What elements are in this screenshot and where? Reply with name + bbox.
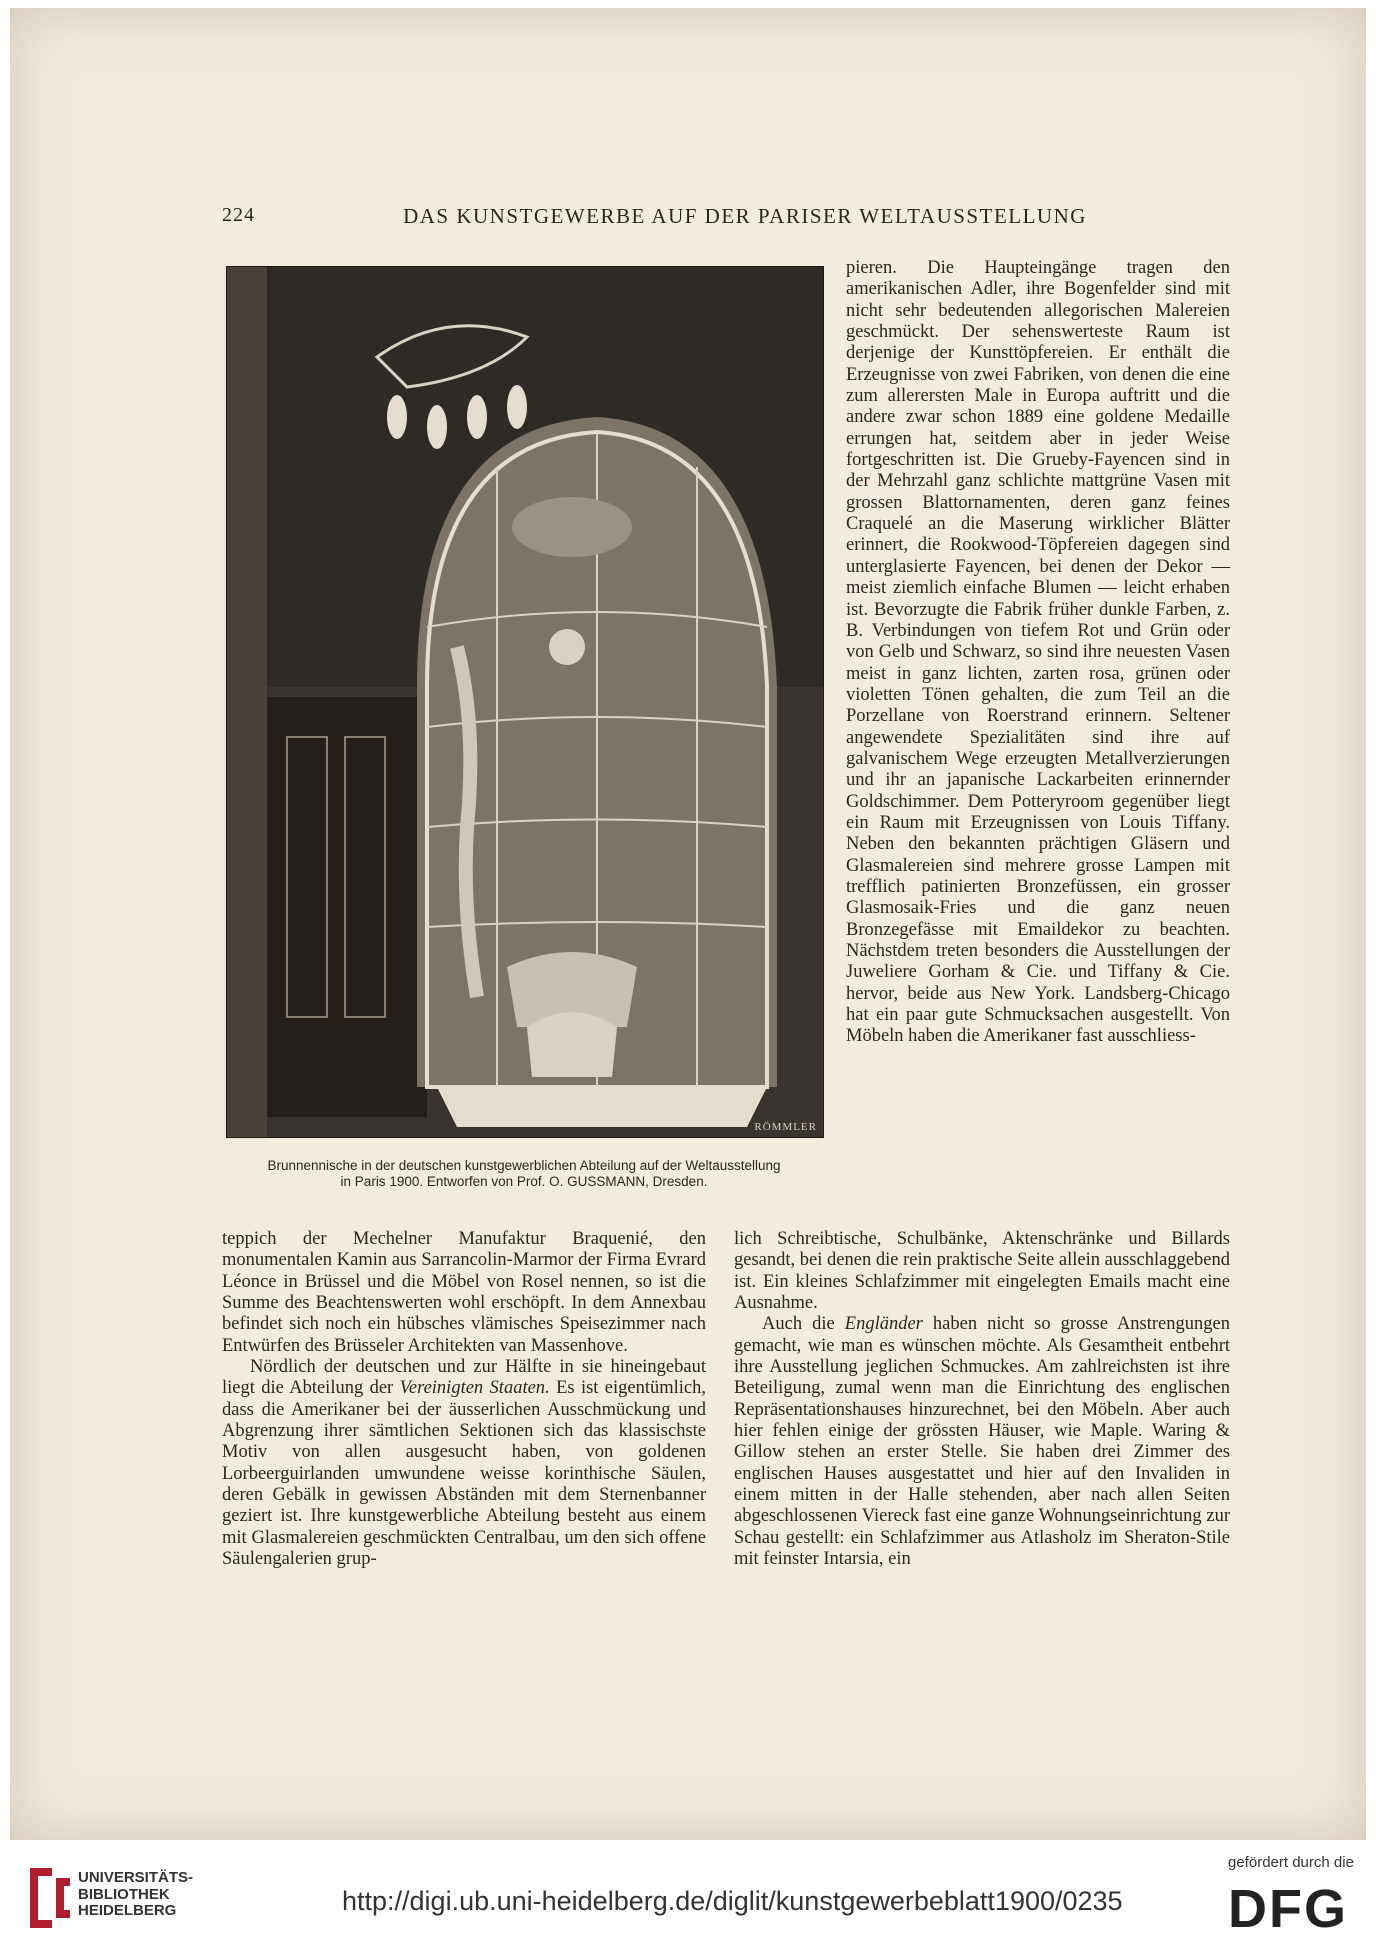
running-title: DAS KUNSTGEWERBE AUF DER PARISER WELTAUSSTELLUNG <box>403 204 1087 228</box>
fountain-niche-photograph <box>226 266 824 1138</box>
emphasis: Vereinigten Staaten. <box>399 1378 550 1399</box>
caption-line: in Paris 1900. Entworfen von Prof. O. GUSSMANN, Dresden. <box>340 1174 708 1189</box>
paragraph: lich Schreibtische, Schulbänke, Aktenschränke und Billards gesandt, bei denen die rein praktische Seite allein ausschlaggebend ist. Ein kleines Schlafzimmer mit eingelegten Emails macht eine Ausnahme. <box>734 1229 1230 1314</box>
scanned-page <box>10 8 1366 1840</box>
text-column-right-top <box>846 258 1230 1048</box>
source-url[interactable]: http://digi.ub.uni-heidelberg.de/diglit/kunstgewerbeblatt1900/0235 <box>342 1886 1123 1916</box>
page-header <box>222 204 1228 234</box>
digitization-footer <box>0 1840 1376 1954</box>
figure-caption <box>222 1158 826 1190</box>
library-name: UNIVERSITÄTS- BIBLIOTHEK HEIDELBERG <box>78 1869 194 1919</box>
emphasis: Engländer <box>844 1314 923 1335</box>
text-column-right <box>734 1229 1230 1571</box>
text-run: haben nicht so grosse Anstrengungen gemacht, wie man es wünschen möchte. Als Gesamtheit entbehrt ihre Ausstellung jeglichen Schmuckes. Am zahlreichsten ist ihre Beteiligung, zumal wenn man die Einrichtung des englischen Repräsentationshauses hinzurechnet, bei den Möbeln. Aber auch hier fehlen einige der grössten Häuser, wie Maple. Waring & Gillow stehen an erster Stelle. Sie haben drei Zimmer des englischen Hauses ausgestattet und hier auf den Invaliden in einem mitten in der Halle stehenden, aber nach allen Seiten abgeschlossenen Viereck fast eine ganze Wohnungseinrichtung zur Schau gestellt: ein Schlafzimmer aus Atlasholz im Sheraton-Stile mit feinster Intarsia, ein <box>734 1314 1230 1570</box>
paragraph: pieren. Die Haupteingänge tragen den amerikanischen Adler, ihre Bogenfelder sind mit nicht sehr bedeutenden allegorischen Malereien geschmückt. Der sehenswerteste Raum ist derjenige der Kunsttöpfereien. Er enthält die Erzeugnisse von zwei Fabriken, von denen die eine zum allerersten Male in Europa auftritt und die andere zwar schon 1889 eine goldene Medaille errungen hat, seitdem aber in jeder Weise fortgeschritten ist. Die Grueby-Fayencen sind in der Mehrzahl ganz schlichte mattgrüne Vasen mit grossen Blattornamenten, deren ganz feines Craquelé an die Maserung wirklicher Blätter erinnert, die Rookwood-Töpfereien dagegen sind unterglasierte Fayencen, bei denen der Dekor — meist ziemlich einfache Blumen — leicht erhaben ist. Bevorzugte die Fabrik früher dunkle Farben, z. B. Verbindungen von tiefem Rot und Grün oder von Gelb und Schwarz, so sind ihre neuesten Vasen meist in ganz lichten, zarten rosa, grünen oder violetten Tönen gehalten, die zum Teil an die Porzellane von Roerstrand erinnern. Seltener angewendete Spezialitäten sind ihre auf galvanischem Wege erzeugten Metallverzierungen und ihr an japanische Lackarbeiten erinnernder Goldschimmer. Dem Potteryroom gegenüber liegt ein Raum mit Erzeugnissen von Louis Tiffany. Neben den bekannten prächtigen Gläsern und Glasmalereien sind mehrere grosse Lampen mit trefflich patinierten Bronzefüssen, ein grosser Glasmosaik-Fries und die ganz neuen Bronzegefässe mit Emaildekor zu beachten. Nächstdem treten besonders die Ausstellungen der Juweliere Gorham & Cie. und Tiffany & Cie. hervor, beide aus New York. Landsberg-Chicago hat ein paar gute Schmucksachen ausgestellt. Von Möbeln haben die Amerikaner fast ausschliess- <box>846 258 1230 1047</box>
dfg-logo: DFG <box>1228 1879 1348 1939</box>
funded-by-label: gefördert durch die <box>1228 1854 1354 1871</box>
paragraph: teppich der Mechelner Manufaktur Braquenié, den monumentalen Kamin aus Sarrancolin-Marmor der Firma Evrard Léonce in Brüssel und die Möbel von Rosel nennen, so ist die Summe des Beachtenswerten wohl erschöpft. In dem Annexbau befindet sich noch ein hübsches vlämisches Speisezimmer nach Entwürfen des Brüsseler Architekten van Massenhove. <box>222 1229 706 1356</box>
text-run: Es ist eigentümlich, dass die Amerikaner bei der äusserlichen Ausschmückung und Abgrenzung ihrer sämtlichen Sektionen sich das klassischste Motiv von allen ausgesucht haben, von goldenen Lorbeerguirlanden umwundene weisse korinthische Säulen, deren Gebälk in gewissen Abständen mit dem Sternenbanner geziert ist. Ihre kunstgewerbliche Abteilung besteht aus einem mit Glasmalereien geschmückten Centralbau, um den sich offene Säulengalerien grup- <box>222 1378 707 1570</box>
text-run: Auch die <box>762 1314 845 1335</box>
fountain-niche-illustration <box>227 267 823 1137</box>
text-run: Nördlich der deutschen und zur Hälfte in sie hineingebaut liegt die Abteilung der <box>222 1357 706 1399</box>
text-column-left <box>222 1229 706 1571</box>
caption-line: Brunnennische in der deutschen kunstgewerblichen Abteilung auf der Weltausstellung <box>267 1158 781 1173</box>
paragraph <box>222 1357 706 1570</box>
page-number: 224 <box>222 204 255 226</box>
photographer-stamp: RÖMMLER <box>754 1121 817 1133</box>
paragraph <box>734 1314 1230 1570</box>
